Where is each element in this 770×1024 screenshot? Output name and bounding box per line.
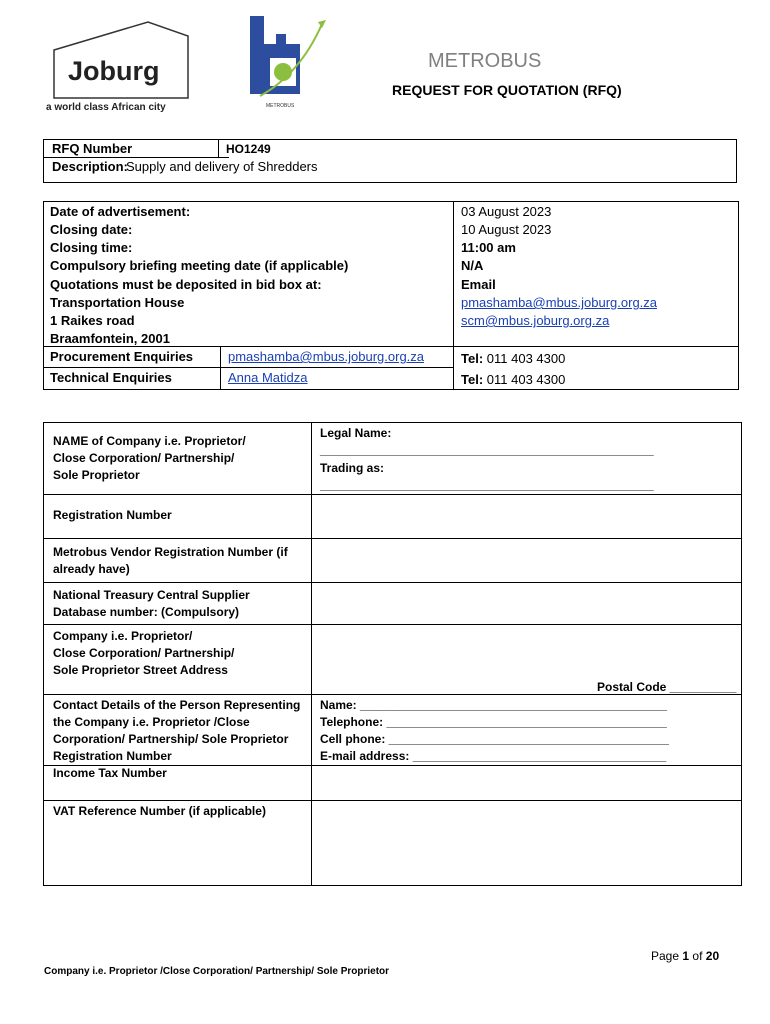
vendor-label: [53, 544, 288, 578]
contact-fields: [320, 697, 669, 765]
trading-as-field[interactable]: __________________________________________________: [320, 478, 654, 492]
briefing-label: Compulsory briefing meeting date (if applicable): [50, 258, 349, 273]
rfq-box: [43, 139, 737, 183]
vendor-label-2: already have): [53, 562, 130, 576]
email-link-1[interactable]: pmashamba@mbus.joburg.org.za: [461, 295, 658, 310]
technical-contact-link[interactable]: Anna Matidza: [228, 370, 308, 385]
contact-label: [53, 697, 300, 782]
postal-code-field[interactable]: Postal Code __________: [597, 680, 737, 694]
procurement-tel-label: Tel:: [461, 351, 484, 366]
technical-tel-label: Tel:: [461, 372, 484, 387]
email-label: Email: [461, 277, 496, 292]
contact-label-2: the Company i.e. Proprietor /Close: [53, 715, 250, 729]
deposit-line-1: Transportation House: [50, 295, 185, 310]
address-label: [53, 628, 234, 679]
joburg-logo: [40, 14, 195, 114]
procurement-tel-value: 011 403 4300: [486, 351, 566, 366]
page-title: METROBUS: [428, 50, 542, 72]
page-total: 20: [705, 949, 720, 963]
income-tax-label: Income Tax Number: [53, 766, 167, 780]
company-name-label-2: Close Corporation/ Partnership/: [53, 451, 235, 465]
trading-as-label: Trading as:: [320, 461, 385, 475]
legal-name-field[interactable]: __________________________________________________: [320, 443, 654, 457]
briefing-value: N/A: [461, 258, 484, 273]
company-name-label-3: Sole Proprietor: [53, 468, 140, 482]
closing-time-value: 11:00 am: [461, 240, 516, 255]
address-label-1: Company i.e. Proprietor/: [53, 629, 193, 643]
page-prefix: Page: [651, 949, 680, 963]
contact-telephone-field[interactable]: Telephone: __________________________________________: [320, 715, 667, 729]
technical-label: Technical Enquiries: [50, 370, 172, 385]
description-value: Supply and delivery of Shredders: [126, 159, 318, 174]
email-link-2[interactable]: scm@mbus.joburg.org.za: [461, 313, 610, 328]
joburg-tagline: a world class African city: [46, 102, 166, 113]
treasury-label-1: National Treasury Central Supplier: [53, 588, 250, 602]
deposit-line-3: Braamfontein, 2001: [50, 331, 170, 346]
advert-label: Date of advertisement:: [50, 204, 191, 219]
rfq-number-value: HO1249: [226, 142, 271, 156]
deposit-line-2: 1 Raikes road: [50, 313, 135, 328]
company-name-label-1: NAME of Company i.e. Proprietor/: [53, 434, 246, 448]
contact-name-field[interactable]: Name: ______________________________________________: [320, 698, 668, 712]
contact-label-3: Corporation/ Partnership/ Sole Proprietor: [53, 732, 289, 746]
description-label: Description:: [52, 159, 128, 174]
deposit-label: Quotations must be deposited in bid box at:: [50, 277, 322, 292]
company-name-label: [53, 433, 246, 484]
contact-cell-field[interactable]: Cell phone: __________________________________________: [320, 732, 669, 746]
page-of: of: [692, 949, 703, 963]
technical-tel: [461, 372, 565, 387]
procurement-label: Procurement Enquiries: [50, 349, 194, 364]
closing-date-label: Closing date:: [50, 222, 133, 237]
advert-value: 03 August 2023: [461, 204, 552, 219]
closing-time-label: Closing time:: [50, 240, 133, 255]
joburg-logo-text: Joburg: [68, 56, 160, 86]
procurement-tel: [461, 351, 565, 366]
page-number: [651, 949, 719, 963]
metrobus-logo-text: METROBUS: [266, 103, 295, 109]
procurement-email-link[interactable]: pmashamba@mbus.joburg.org.za: [228, 349, 425, 364]
company-details-table: [43, 422, 742, 886]
footer-text: Company i.e. Proprietor /Close Corporation/ Partnership/ Sole Proprietor: [44, 966, 390, 977]
address-label-2: Close Corporation/ Partnership/: [53, 646, 235, 660]
address-label-3: Sole Proprietor Street Address: [53, 663, 228, 677]
treasury-label-2: Database number: (Compulsory): [53, 605, 240, 619]
treasury-label: [53, 587, 250, 621]
metrobus-logo: [240, 14, 330, 110]
closing-date-value: 10 August 2023: [461, 222, 552, 237]
vat-label: VAT Reference Number (if applicable): [53, 804, 266, 818]
page-current: 1: [682, 949, 690, 963]
technical-tel-value: 011 403 4300: [486, 372, 566, 387]
rfq-number-label: RFQ Number: [52, 141, 133, 156]
contact-label-1: Contact Details of the Person Representing: [53, 698, 301, 712]
registration-label: Registration Number: [53, 508, 172, 522]
dates-table: [43, 201, 739, 390]
contact-email-field[interactable]: E-mail address: ______________________________________: [320, 749, 667, 763]
contact-label-4: Registration Number: [53, 749, 172, 763]
page-subtitle: REQUEST FOR QUOTATION (RFQ): [392, 82, 622, 98]
vendor-label-1: Metrobus Vendor Registration Number (if: [53, 545, 288, 559]
legal-name-label: Legal Name:: [320, 426, 392, 440]
